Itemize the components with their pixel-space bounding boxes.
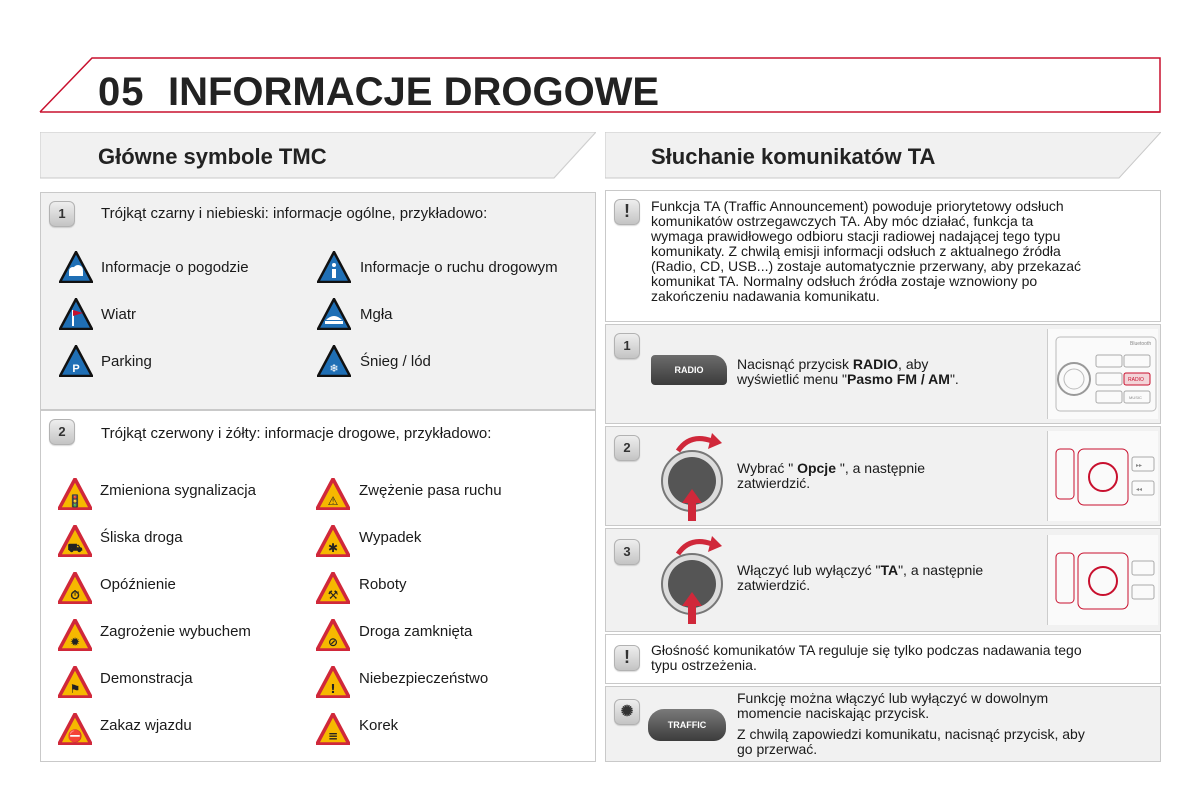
sign-label: Śnieg / lód: [360, 353, 431, 370]
traffic-info-sign-icon: [317, 251, 351, 283]
step-3-row: [605, 528, 1161, 632]
weather-sign-icon: [59, 251, 93, 283]
svg-text:⊘: ⊘: [327, 635, 339, 649]
traffic-button[interactable]: TRAFFIC: [648, 709, 726, 741]
svg-text:✹: ✹: [69, 635, 81, 649]
section-intro: Trójkąt czerwony i żółty: informacje drogowe, przykładowo:: [101, 425, 492, 442]
svg-text:≡: ≡: [327, 729, 339, 743]
panel-radio-label: RADIO: [1128, 377, 1144, 383]
left-section-title: Główne symbole TMC: [98, 144, 327, 169]
lane-narrowing-sign-icon: [316, 478, 350, 510]
svg-text:⛟: ⛟: [67, 541, 83, 555]
left-section-header: [40, 132, 596, 180]
sign-label: Roboty: [359, 576, 407, 593]
svg-text:⚑: ⚑: [69, 682, 81, 696]
sign-label: Parking: [101, 353, 152, 370]
step-text: Włączyć lub wyłączyć "TA", a następnie zatwierdzić.: [737, 562, 984, 593]
traffic-jam-sign-icon: [316, 713, 350, 745]
right-section-header: [605, 132, 1161, 180]
step-text: Nacisnąć przycisk RADIO, aby wyświetlić menu "Pasmo FM / AM".: [737, 356, 959, 387]
sign-label: Mgła: [360, 306, 393, 323]
section-intro: Trójkąt czarny i niebieski: informacje ogólne, przykładowo:: [101, 205, 488, 222]
svg-text:🚦: 🚦: [67, 494, 83, 508]
sign-label: Informacje o pogodzie: [101, 259, 249, 276]
rotary-knob-icon[interactable]: [656, 531, 736, 629]
radio-button[interactable]: RADIO: [651, 355, 727, 385]
sign-label: Informacje o ruchu drogowym: [360, 259, 558, 276]
roadworks-sign-icon: [316, 572, 350, 604]
tip-lightbulb-icon: ✺: [614, 699, 640, 725]
step-badge: 2: [614, 435, 640, 461]
sign-label: Wypadek: [359, 529, 422, 546]
radio-panel-image: [1047, 329, 1158, 419]
signal-change-sign-icon: [58, 478, 92, 510]
step-badge: 2: [49, 419, 75, 445]
svg-text:⏱: ⏱: [70, 588, 80, 602]
sign-label: Korek: [359, 717, 399, 734]
sign-label: Zmieniona sygnalizacja: [100, 482, 256, 499]
snow-ice-sign-icon: [317, 345, 351, 377]
next-label: ▸▸: [1136, 462, 1143, 469]
sign-label: Niebezpieczeństwo: [359, 670, 489, 687]
sign-label: Opóźnienie: [100, 576, 176, 593]
chapter-title: INFORMACJE DROGOWE: [168, 70, 660, 114]
svg-text:P: P: [72, 363, 80, 375]
traffic-tip: [605, 686, 1161, 762]
demonstration-sign-icon: [58, 666, 92, 698]
warning-badge-icon: !: [614, 645, 640, 671]
step-badge: 1: [49, 201, 75, 227]
sign-label: Wiatr: [101, 306, 136, 323]
slippery-road-sign-icon: [58, 525, 92, 557]
svg-text:⛔: ⛔: [67, 729, 83, 743]
knob-panel-image: [1047, 535, 1158, 625]
warning-badge-icon: !: [614, 199, 640, 225]
road-closed-sign-icon: [316, 619, 350, 651]
volume-note: [605, 634, 1161, 684]
step-badge: 1: [614, 333, 640, 359]
knob-panel-image: [1047, 431, 1158, 521]
right-section-title: Słuchanie komunikatów TA: [651, 144, 936, 169]
sign-label: Zakaz wjazdu: [100, 717, 192, 734]
step-badge: 3: [614, 539, 640, 565]
delay-sign-icon: [58, 572, 92, 604]
step-2-row: [605, 426, 1161, 526]
wind-sign-icon: [59, 298, 93, 330]
danger-sign-icon: [316, 666, 350, 698]
accident-sign-icon: [316, 525, 350, 557]
sign-label: Zagrożenie wybuchem: [100, 623, 251, 640]
step-1-row: [605, 324, 1161, 424]
sign-label: Droga zamknięta: [359, 623, 473, 640]
explosion-sign-icon: [58, 619, 92, 651]
ta-info-note: [605, 190, 1161, 322]
tmc-general-box: [40, 192, 596, 410]
rotary-knob-icon[interactable]: [656, 429, 736, 525]
sign-label: Śliska droga: [100, 529, 183, 546]
bluetooth-label: Bluetooth: [1130, 341, 1152, 347]
tip-text: Funkcję można włączyć lub wyłączyć w dowolnym momencie naciskając przycisk. Z chwilą zapowiedzi komunikatu, nacisnąć przycisk, aby go przerwać.: [737, 690, 1085, 757]
sign-label: Zwężenie pasa ruchu: [359, 482, 502, 499]
chapter-number: 05: [98, 70, 145, 114]
fog-sign-icon: [317, 298, 351, 330]
svg-text:!: !: [330, 682, 336, 696]
parking-sign-icon: [59, 345, 93, 377]
svg-text:✱: ✱: [327, 541, 339, 555]
step-text: Wybrać " Opcje ", a następnie zatwierdzić.: [737, 460, 926, 491]
svg-text:⚠: ⚠: [327, 494, 339, 508]
no-entry-sign-icon: [58, 713, 92, 745]
svg-text:⚒: ⚒: [327, 588, 339, 602]
prev-label: ◂◂: [1136, 486, 1143, 493]
note-text: Funkcja TA (Traffic Announcement) powoduje priorytetowy odsłuch komunikatów ostrzegawczych TA. Aby móc działać, funkcja ta wymaga prawidłowego odbioru stacji radiowej nadającej tego typu komunikaty. Z chwilą emisji informacji odsłuch z aktualnego źródła (Radio, CD, USB...) zostaje automatycznie przerwany, aby przekazać komunikat TA. Normalny odsłuch źródła zostaje wznowiony po zakończeniu nadawania komunikatu.: [651, 198, 1082, 304]
note-text: Głośność komunikatów TA reguluje się tylko podczas nadawania tego typu ostrzeżenia.: [651, 642, 1082, 673]
panel-music-label: MUSIC: [1129, 395, 1142, 400]
svg-text:❄: ❄: [329, 362, 339, 375]
sign-label: Demonstracja: [100, 670, 193, 687]
